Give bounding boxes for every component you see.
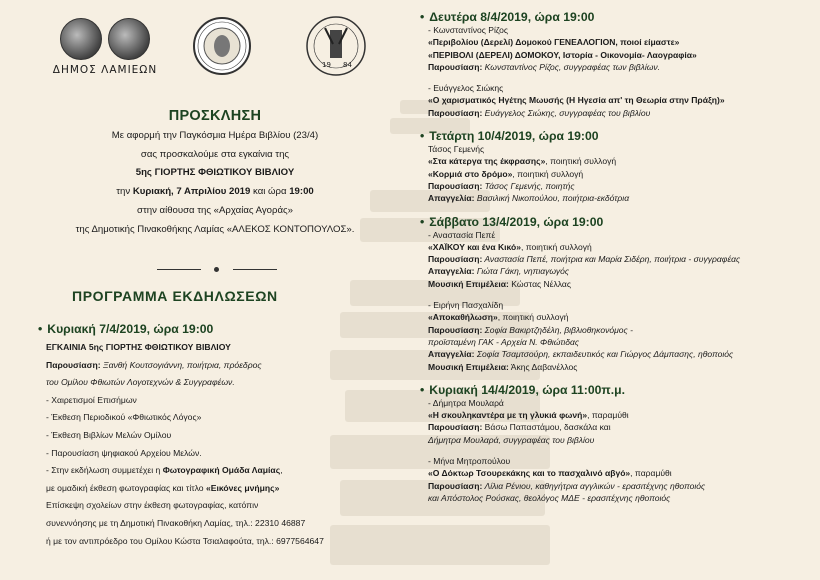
list-item — [46, 462, 378, 480]
list-item: - Παρουσίαση ψηφιακού Αρχείου Μελών. — [46, 447, 202, 458]
gallery-year-right: 84 — [343, 61, 352, 69]
value: Βασιλική Νικοπούλου, ποιήτρια-εκδότρια — [474, 193, 630, 204]
label: Παρουσίαση: — [428, 324, 483, 335]
opening-title: ΕΓΚΑΙΝΙΑ 5ης ΓΙΟΡΤΗΣ ΦΘΙΩΤΙΚΟΥ ΒΙΒΛΙΟΥ — [46, 342, 231, 352]
presentation-line: προϊσταμένη ΓΑΚ - Αρχεία Ν. Φθιώτιδας — [428, 336, 580, 347]
presentation-line — [420, 107, 810, 119]
label: Απαγγελία: — [428, 349, 475, 360]
author-name: Τάσος Γεμενής — [428, 144, 485, 155]
event-day-wednesday — [420, 129, 810, 204]
bullet: • — [420, 129, 425, 144]
book-title: «Περιβολίου (Δερελί) Δομοκού ΓΕΝΕΑΛΟΓΙΟΝ, ποιοί είμαστε» — [428, 37, 680, 48]
book-line — [420, 409, 810, 421]
label: Παρουσίαση: — [428, 422, 483, 433]
value: Σοφία Τσαμτσούρη, εκπαιδευτικός και Γιώργος Δάμπασης, ηθοποιός — [474, 349, 734, 360]
author-name: - Αναστασία Πεπέ — [428, 229, 496, 240]
book-title: «Ο Δόκτωρ Τσουρεκάκης και το πασχαλινό αβγό» — [428, 468, 631, 479]
invitation-date-line — [40, 183, 390, 202]
invitation-title: ΠΡΟΣΚΛΗΣΗ — [168, 108, 262, 124]
presentation-line — [420, 324, 810, 336]
program-title: ΠΡΟΓΡΑΜΜΑ ΕΚΔΗΛΩΣΕΩΝ — [72, 288, 278, 304]
presentation-line — [420, 61, 810, 73]
value: Τάσος Γεμενής, ποιητής — [482, 180, 575, 191]
author-name: - Ευάγγελος Σιώκης — [428, 83, 504, 94]
photo-group-name: Φωτογραφική Ομάδα Λαμίας — [162, 465, 281, 476]
book-title: «ΠΕΡΙΒΟΛΙ (ΔΕΡΕΛΙ) ΔΟΜΟΚΟΥ, Ιστορία - Οικονομία- Λαογραφία» — [428, 49, 697, 60]
coin-icon — [60, 18, 102, 60]
invitation-line: στην αίθουσα της «Αρχαίας Αγοράς» — [137, 204, 293, 216]
label: Παρουσίαση: — [428, 180, 483, 191]
program-right-column — [420, 10, 810, 504]
book-title: «Ο χαρισματικός Ηγέτης Μωυσής (Η Ηγεσία απ' τη Θεωρία στην Πράξη)» — [428, 95, 725, 106]
day-heading-text: Κυριακή 14/4/2019, ώρα 11:00π.μ. — [429, 382, 625, 397]
text: , ποιητική συλλογή — [545, 156, 617, 167]
logos-row — [40, 14, 380, 99]
event-day-sunday-14 — [420, 383, 810, 504]
event-day-monday — [420, 10, 810, 119]
day-heading-text: Κυριακή 7/4/2019, ώρα 19:00 — [47, 322, 214, 336]
value: Σοφία Βακιρτζηδέλη, βιβλιοθηκονόμος - — [482, 324, 633, 335]
invitation-line: της Δημοτικής Πινακοθήκης Λαμίας «ΑΛΕΚΟΣ ΚΟΝΤΟΠΟΥΛΟΣ». — [75, 223, 355, 235]
label: Παρουσίαση: — [428, 61, 483, 72]
book-title: «Στα κάτεργα της έκφρασης» — [428, 156, 546, 167]
author-name: - Κωνσταντίνος Ρίζος — [428, 25, 508, 35]
text: και ώρα — [250, 186, 290, 198]
bullet: • — [420, 10, 425, 24]
opening-date: Κυριακή, 7 Απριλίου 2019 — [132, 186, 251, 198]
text: , ποιητική συλλογή — [497, 312, 569, 323]
day-heading-text: Δευτέρα 8/4/2019, ώρα 19:00 — [429, 10, 595, 24]
event-day-saturday — [420, 215, 810, 373]
value: Κώστας Νέλλας — [508, 278, 571, 289]
book-title: «Κορμιά στο δρόμο» — [428, 168, 513, 179]
value: Ξανθή Κουτσογιάννη, ποιήτρια, πρόεδρος — [100, 359, 262, 370]
label: Απαγγελία: — [428, 266, 475, 277]
bullet: • — [420, 214, 425, 229]
value: Κωνσταντίνος Ρίζος, συγγραφέας των βιβλίων. — [482, 61, 661, 72]
text: , ποιητική συλλογή — [521, 241, 592, 252]
day-body — [38, 339, 378, 550]
music-line — [420, 361, 810, 373]
value: Λίλια Ρένιου, καθηγήτρια αγγλικών - ερασιτέχνης ηθοποιός — [482, 480, 706, 491]
text: την — [116, 186, 133, 198]
recitation-line — [420, 265, 810, 277]
presentation-line — [420, 421, 810, 433]
exhibition-title: «Εικόνες μνήμης» — [205, 482, 280, 493]
gallery-year-left: 19 — [322, 61, 331, 69]
list-item: - Χαιρετισμοί Επισήμων — [46, 394, 137, 405]
invitation-line: σας προσκαλούμε στα εγκαίνια της — [140, 148, 290, 160]
gallery-seal-icon — [305, 14, 367, 84]
label: Μουσική Επιμέλεια: — [428, 278, 509, 289]
book-line — [420, 241, 810, 253]
text: με ομαδική έκθεση φωτογραφίας και τίτλο — [46, 482, 206, 493]
text: , παραμύθι — [630, 468, 672, 479]
book-title: «ΧΑΪΚΟΥ και ένα Κικό» — [428, 241, 521, 252]
value: Ευάγγελος Σιώκης, συγγραφέας του βιβλίου — [482, 107, 651, 118]
author-name: - Μήνα Μητροπούλου — [428, 456, 511, 467]
presentation-line: Δήμητρα Μουλαρά, συγγραφέας του βιβλίου — [428, 434, 595, 445]
divider — [157, 267, 277, 273]
label: Μουσική Επιμέλεια: — [428, 361, 509, 372]
label: Παρουσίαση: — [428, 107, 483, 118]
event-day-sunday-7 — [38, 322, 378, 550]
recitation-line — [420, 192, 810, 204]
invitation-block — [40, 108, 390, 239]
book-title: «Η σκουληκαντέρα με τη γλυκιά φωνή» — [428, 410, 588, 421]
day-heading — [38, 322, 378, 336]
day-heading — [420, 129, 810, 143]
day-heading-text: Τετάρτη 10/4/2019, ώρα 19:00 — [429, 129, 599, 144]
info-line: συνεννόησης με τη Δημοτική Πινακοθήκη Λαμίας, τηλ.: 22310 46887 — [46, 517, 306, 528]
municipality-name: ΔΗΜΟΣ ΛΑΜΙΕΩΝ — [52, 64, 158, 76]
book-line — [420, 155, 810, 167]
book-title: «Αποκαθήλωση» — [428, 312, 498, 323]
list-item: - Έκθεση Περιοδικού «Φθιωτικός Λόγος» — [46, 412, 202, 423]
value: Αναστασία Πεπέ, ποιήτρια και Μαρία Σιδέρη, ποιήτρια - συγγραφέας — [482, 254, 741, 265]
bullet: • — [38, 322, 43, 336]
value: Βάσω Παπαστάμου, δασκάλα και — [482, 422, 611, 433]
recitation-line — [420, 348, 810, 360]
label: Απαγγελία: — [428, 193, 475, 204]
day-heading — [420, 215, 810, 229]
presentation-line — [420, 180, 810, 192]
music-line — [420, 278, 810, 290]
text: - Στην εκδήλωση συμμετέχει η — [46, 465, 163, 476]
text: , ποιητική συλλογή — [512, 168, 584, 179]
presentation-line — [420, 480, 810, 492]
value: Άκης Δαβανέλλος — [508, 361, 578, 372]
value: Γιώτα Γάκη, νηπιαγωγός — [474, 266, 570, 277]
bullet: • — [420, 382, 425, 397]
presentation-line — [46, 357, 378, 375]
day-heading — [420, 10, 810, 24]
book-line — [420, 311, 810, 323]
coin-icon — [108, 18, 150, 60]
label: Παρουσίαση: — [46, 359, 101, 370]
text: , παραμύθι — [587, 410, 629, 421]
day-heading — [420, 383, 810, 397]
day-heading-text: Σάββατο 13/4/2019, ώρα 19:00 — [429, 214, 604, 229]
festival-name: 5ης ΓΙΟΡΤΗΣ ΦΘΙΩΤΙΚΟΥ ΒΙΒΛΙΟΥ — [135, 167, 295, 179]
writers-society-seal-icon — [192, 16, 252, 76]
list-item: - Έκθεση Βιβλίων Μελών Ομίλου — [46, 429, 172, 440]
book-line — [420, 467, 810, 479]
municipality-logo — [50, 18, 160, 76]
book-line — [420, 168, 810, 180]
presentation-line: του Ομίλου Φθιωτών Λογοτεχνών & Συγγραφέων. — [46, 377, 235, 388]
invitation-line: Με αφορμή την Παγκόσμια Ημέρα Βιβλίου (23/4) — [111, 130, 319, 141]
info-line: ή με τον αντιπρόεδρο του Ομίλου Κώστα Τσιαλαφούτα, τηλ.: 6977564647 — [46, 535, 324, 546]
label: Παρουσίαση: — [428, 254, 483, 265]
text: , — [280, 465, 283, 476]
author-name: - Ειρήνη Πασχαλίδη — [428, 300, 504, 311]
list-item — [46, 480, 378, 498]
info-line: Επίσκεψη σχολείων στην έκθεση φωτογραφίας, κατόπιν — [46, 500, 259, 511]
presentation-line — [420, 253, 810, 265]
author-name: - Δήμητρα Μουλαρά — [428, 397, 504, 408]
label: Παρουσίαση: — [428, 480, 483, 491]
presentation-line: και Απόστολος Ρούσκας, θεολόγος ΜΔΕ - ερασιτέχνης ηθοποιός — [428, 492, 671, 503]
opening-time: 19:00 — [289, 186, 314, 198]
